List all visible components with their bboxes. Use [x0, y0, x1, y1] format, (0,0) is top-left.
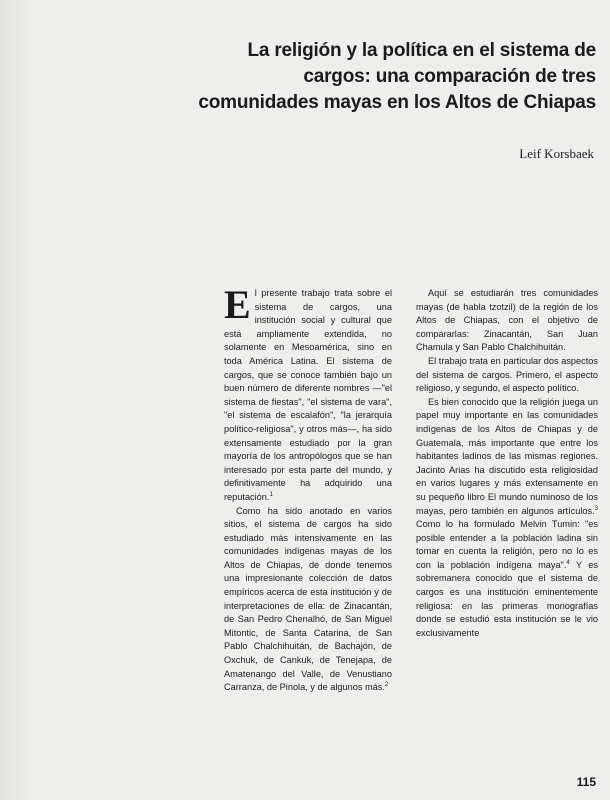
paragraph	[224, 505, 392, 695]
title-line-3: comunidades mayas en los Altos de Chiapas	[198, 92, 596, 113]
right-column	[416, 287, 598, 640]
page-number: 115	[576, 775, 596, 789]
author-name: Leif Korsbaek	[519, 146, 594, 161]
footnote-marker: 4	[566, 559, 570, 566]
paragraph-text: Es bien conocido que la religión juega un papel muy importante en las comunidades indígenas de los Altos de Chiapas y de Guatemala, más importante que entre los habitantes ladinos de las mismas regiones. Jacinto Arias ha discutido esta religiosidad en varios lugares y más extensamente en su pequeño libro El mundo numinoso de los mayas, pero también en algunos artículos.	[416, 396, 598, 516]
footnote-marker: 3	[594, 505, 598, 512]
paragraph	[224, 282, 392, 505]
footnote-marker: 1	[269, 491, 273, 498]
paragraph	[416, 355, 598, 396]
paragraph	[416, 396, 598, 641]
paragraph-text: Y es sobremanera conocido que el sistema de cargos es una institución eminentemente religiosa: en las primeras monografías donde se estudió esta institución se le vio exclusivamente	[416, 559, 598, 638]
paragraph-text: Como ha sido anotado en varios sitios, el sistema de cargos ha sido estudiado más intensivamente en las comunidades indígenas mayas de los Altos de Chiapas, de donde tenemos una impresionante colección de datos empíricos acerca de esta institución y de interpretaciones de ella: de Zinacantán, de San Pedro Chenalhó, de San Miguel Mitontic, de Santa Catarina, de San Pablo Chalchihuitán, de Bachajón, de Oxchuk, de Cankuk, de Tenejapa, de Amatenango del Valle, de Venustiano Carranza, de Pinola, y de algunos más.	[224, 505, 392, 693]
paragraph-text: El trabajo trata en particular dos aspectos del sistema de cargos. Primero, el aspecto religioso, y segundo, el aspecto político.	[416, 355, 598, 394]
left-column	[224, 282, 392, 695]
article-title	[176, 38, 596, 116]
drop-cap: E	[224, 282, 251, 327]
paragraph-text: Como lo ha formulado Melvin Tumin: "es posible entender a la población ladina sin tomar en cuenta la religión, pero no lo es con la población indígena maya".	[416, 519, 598, 570]
paragraph-text: Aquí se estudiarán tres comunidades mayas (de habla tzotzil) de la región de los Altos de Chiapas, con el objetivo de compararlas: Zinacantán, San Juan Chamula y San Pablo Chalchihuitán.	[416, 288, 598, 353]
paragraph	[416, 287, 598, 355]
title-line-2: cargos: una comparación de tres	[303, 66, 596, 87]
footnote-marker: 2	[384, 682, 389, 689]
title-line-1: La religión y la política en el sistema de	[247, 40, 596, 61]
paragraph-text: l presente trabajo trata sobre el sistema de cargos, una institución social y cultural que está ampliamente extendida, no solamente en Mesoamérica, sino en toda América Latina. El sistema de cargos, que se conoce también bajo un buen número de diferente nombres —"el sistema de fiestas", "el sistema de vara", "el sistema de escalafón", "la jerarquía político-religiosa", y otros más—, ha sido extensamente estudiado por la gran mayoría de los antropólogos que se han interesado por esta parte del mundo, y definitivamente ha adquirido una reputación.	[224, 288, 392, 502]
